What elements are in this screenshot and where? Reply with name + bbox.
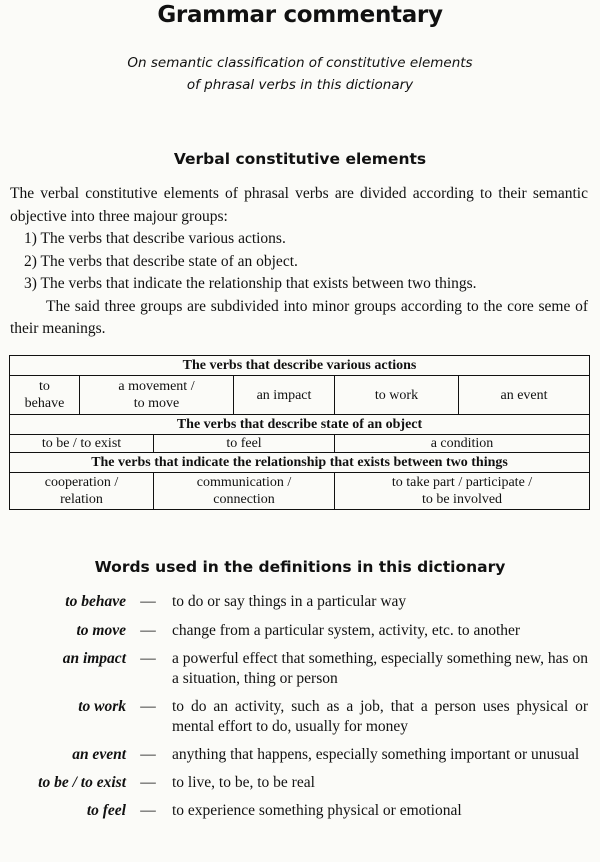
definition-dash: —: [140, 802, 156, 819]
definition-item: [0, 592, 600, 612]
intro-text: [10, 183, 588, 341]
definition-item: [0, 621, 600, 641]
table-cell: an impact: [234, 376, 335, 415]
cell-line: behave: [24, 396, 65, 411]
definition-dash: —: [140, 774, 156, 791]
table-row: [10, 453, 590, 473]
subtitle-line-1: On semantic classification of constitutive elements: [127, 55, 473, 71]
cell-line: to take part / participate /: [391, 475, 533, 490]
table-row: [10, 473, 590, 510]
definition-term: to be / to exist: [38, 774, 126, 791]
definition-term: to work: [78, 698, 126, 715]
definition-item: [0, 773, 600, 793]
definition-text: to do or say things in a particular way: [172, 593, 407, 610]
table-row: [10, 376, 590, 415]
definition-text: to live, to be, to be real: [172, 774, 315, 791]
definition-dash: —: [140, 593, 156, 610]
subtitle-line-2: of phrasal verbs in this dictionary: [186, 77, 414, 93]
cell-line: a movement /: [118, 379, 195, 394]
definitions-heading: Words used in the definitions in this dictionary: [94, 558, 506, 576]
definition-term: an event: [72, 746, 126, 763]
table-cell: [10, 376, 80, 415]
definition-item: [0, 745, 600, 765]
definitions-list: [0, 592, 600, 821]
classification-table: [9, 355, 590, 510]
definition-text: to do an activity, such as a job, that a person uses physical or mental effort to do, usually for money: [172, 698, 588, 735]
table-cell: [80, 376, 234, 415]
cell-line: to be involved: [421, 492, 503, 507]
table-row: [10, 356, 590, 376]
group-list-item: 3) The verbs that indicate the relationship that exists between two things.: [24, 275, 477, 292]
intro-paragraph: The verbal constitutive elements of phrasal verbs are divided according to their semantic objective into three majour groups:: [10, 185, 588, 225]
table-cell: a condition: [335, 435, 590, 453]
table-cell: an event: [459, 376, 590, 415]
definition-item: [0, 697, 600, 737]
subtitle: [0, 52, 600, 96]
definition-text: anything that happens, especially something important or unusual: [172, 746, 580, 763]
page-title: Grammar commentary: [157, 2, 443, 28]
definition-dash: —: [140, 622, 156, 639]
cell-line: to: [39, 379, 50, 394]
group1-header: The verbs that describe various actions: [10, 356, 590, 376]
cell-line: cooperation /: [44, 475, 119, 490]
definition-term: an impact: [62, 650, 126, 667]
table-cell: to work: [335, 376, 459, 415]
definition-text: a powerful effect that something, especially something new, has on a situation, thing or person: [172, 650, 588, 687]
definition-text: change from a particular system, activity, etc. to another: [172, 622, 521, 639]
definition-item: [0, 801, 600, 821]
group-list-item: 1) The verbs that describe various actions.: [24, 230, 286, 247]
definition-term: to feel: [86, 802, 126, 819]
cell-line: communication /: [196, 475, 292, 490]
table-cell: to feel: [154, 435, 335, 453]
group3-header: The verbs that indicate the relationship that exists between two things: [10, 453, 590, 473]
table-cell: [10, 473, 154, 510]
definition-dash: —: [140, 746, 156, 763]
group2-header: The verbs that describe state of an object: [10, 415, 590, 435]
table-row: [10, 435, 590, 453]
table-cell: to be / to exist: [10, 435, 154, 453]
table-row: [10, 415, 590, 435]
verbal-elements-heading: Verbal constitutive elements: [173, 150, 427, 168]
table-cell: [335, 473, 590, 510]
definition-item: [0, 649, 600, 689]
cell-line: connection: [213, 492, 275, 507]
definition-term: to move: [76, 622, 126, 639]
definition-term: to behave: [65, 593, 126, 610]
cell-line: to move: [133, 396, 180, 411]
table-cell: [154, 473, 335, 510]
definition-dash: —: [140, 698, 156, 715]
cell-line: relation: [60, 492, 103, 507]
group-list-item: 2) The verbs that describe state of an object.: [24, 252, 298, 270]
intro-paragraph-2: The said three groups are subdivided into minor groups according to the core seme of their meanings.: [10, 297, 588, 337]
definition-text: to experience something physical or emotional: [172, 802, 462, 819]
definition-dash: —: [140, 650, 156, 667]
